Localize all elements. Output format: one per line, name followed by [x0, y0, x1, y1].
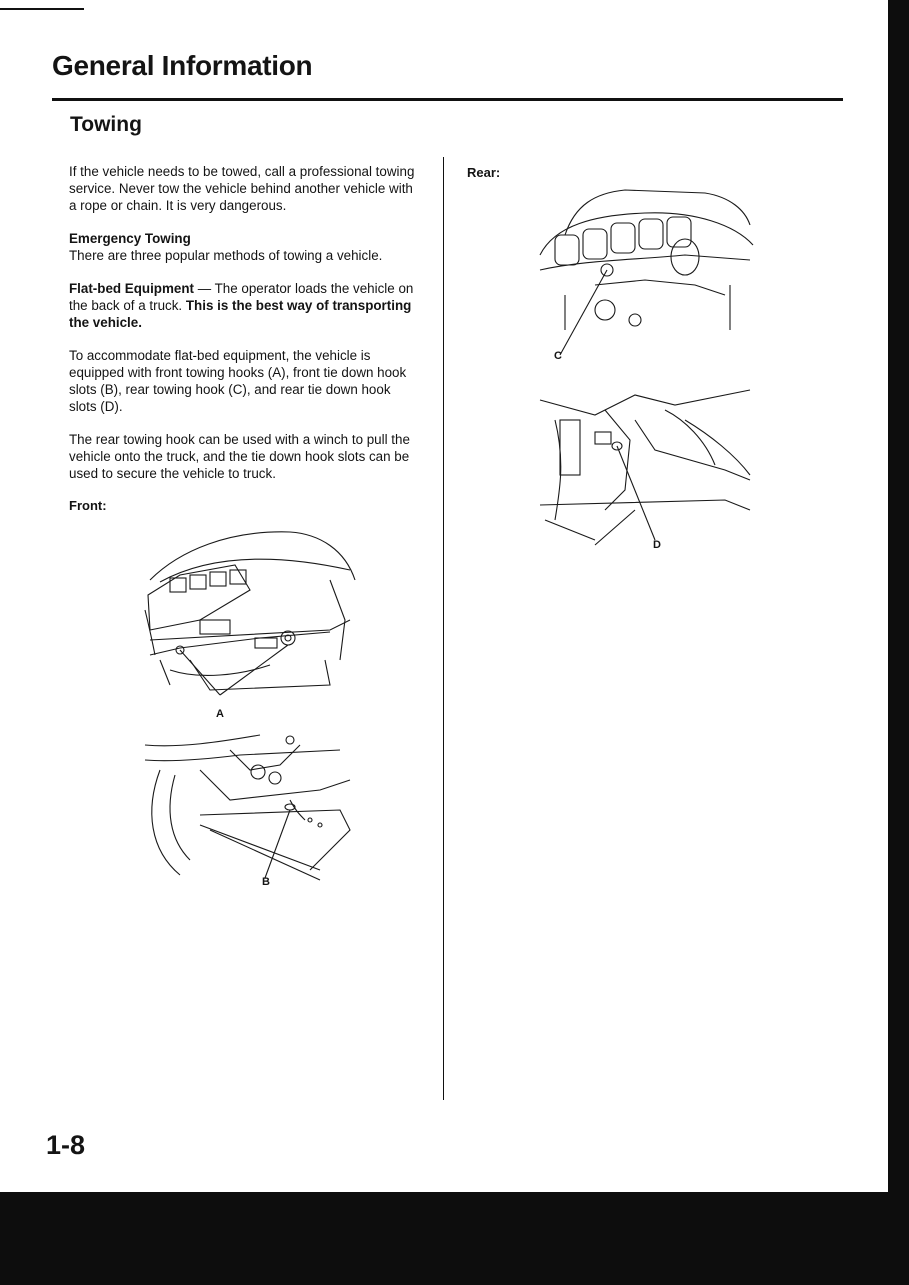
scan-edge-bottom	[0, 1192, 909, 1285]
intro-paragraph: If the vehicle needs to be towed, call a professional towing service. Never tow the vehicle behind another vehicle with a rope or chain. It is very dangerous.	[69, 164, 415, 213]
accommodate-paragraph: To accommodate flat-bed equipment, the vehicle is equipped with front towing hooks (A), front tie down hook slots (B), rear towing hook (C), and rear tie down hook slots (D).	[69, 348, 407, 414]
front-towing-hook-illustration	[140, 520, 360, 705]
front-tie-down-slot-illustration	[140, 730, 355, 880]
column-divider	[443, 157, 444, 1100]
page-number: 1-8	[46, 1130, 86, 1160]
callout-c: C	[554, 350, 562, 362]
top-corner-rule	[0, 8, 84, 10]
emergency-paragraph	[69, 230, 419, 264]
left-column-text	[69, 163, 419, 498]
rear-towing-hook-illustration	[535, 185, 755, 345]
emergency-text: There are three popular methods of towing a vehicle.	[69, 248, 383, 263]
callout-a: A	[216, 708, 224, 720]
scan-edge-right	[888, 0, 909, 1200]
winch-paragraph: The rear towing hook can be used with a winch to pull the vehicle onto the truck, and the tie down hook slots can be used to secure the vehicle to truck.	[69, 432, 410, 481]
callout-b: B	[262, 876, 270, 888]
flatbed-label: Flat-bed Equipment	[69, 281, 194, 296]
section-title: General Information	[52, 50, 313, 81]
page-subtitle: Towing	[70, 113, 142, 136]
front-figure-label: Front:	[69, 498, 107, 513]
header-rule	[52, 98, 843, 101]
flatbed-text: The operator loads the vehicle on the back of a truck.	[69, 281, 414, 313]
flatbed-dash: —	[193, 281, 215, 296]
callout-d: D	[653, 539, 661, 551]
rear-figure-label: Rear:	[467, 165, 501, 180]
flatbed-paragraph	[69, 280, 419, 331]
flatbed-bold-text: This is the best way of transporting the vehicle.	[69, 298, 412, 330]
rear-tie-down-slot-illustration	[535, 380, 755, 545]
emergency-heading: Emergency Towing	[69, 231, 191, 246]
